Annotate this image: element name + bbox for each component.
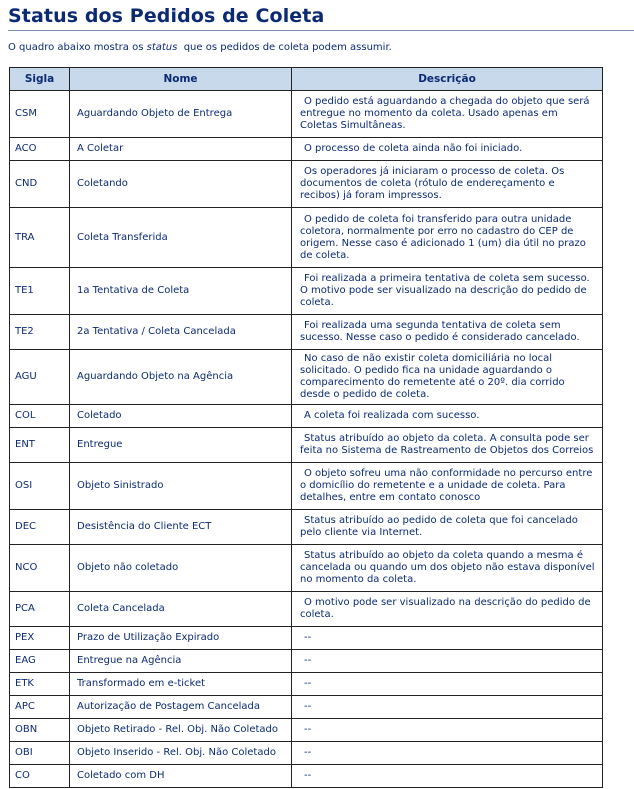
intro-text-start: O quadro abaixo mostra os: [8, 42, 147, 53]
cell-nome: Objeto Retirado - Rel. Obj. Não Coletado: [70, 719, 292, 742]
cell-descricao: Status atribuído ao objeto da coleta quando a mesma é cancelada ou quando um dos objeto não estava disponível no momento da coleta.: [292, 545, 603, 592]
cell-nome: Autorização de Postagem Cancelada: [70, 696, 292, 719]
table-row: [10, 696, 603, 719]
cell-nome: Coletando: [70, 161, 292, 208]
cell-descricao: No caso de não existir coleta domiciliária no local solicitado. O pedido fica na unidade aguardando o comparecimento do remetente até o 20º. dia corrido desde o pedido de coleta.: [292, 350, 603, 405]
cell-nome: Aguardando Objeto na Agência: [70, 350, 292, 405]
cell-nome: A Coletar: [70, 138, 292, 161]
cell-sigla: OBI: [10, 742, 70, 765]
table-row: [10, 315, 603, 350]
table-row: [10, 627, 603, 650]
header-descricao: Descrição: [292, 68, 603, 91]
table-row: [10, 765, 603, 788]
cell-nome: Entregue na Agência: [70, 650, 292, 673]
cell-nome: Entregue: [70, 428, 292, 463]
cell-descricao: --: [292, 719, 603, 742]
cell-nome: 1a Tentativa de Coleta: [70, 268, 292, 315]
table-row: [10, 138, 603, 161]
table-row: [10, 742, 603, 765]
cell-nome: Objeto não coletado: [70, 545, 292, 592]
cell-sigla: DEC: [10, 510, 70, 545]
cell-descricao: --: [292, 627, 603, 650]
intro-text: [8, 42, 392, 53]
cell-nome: Prazo de Utilização Expirado: [70, 627, 292, 650]
table-row: [10, 268, 603, 315]
cell-sigla: TRA: [10, 208, 70, 268]
table-row: [10, 673, 603, 696]
table-row: [10, 91, 603, 138]
cell-descricao: O pedido de coleta foi transferido para outra unidade coletora, normalmente por erro no cadastro do CEP de origem. Nesse caso é adicionado 1 (um) dia útil no prazo de coleta.: [292, 208, 603, 268]
cell-sigla: OBN: [10, 719, 70, 742]
table-row: [10, 405, 603, 428]
cell-sigla: CO: [10, 765, 70, 788]
page-title: Status dos Pedidos de Coleta: [8, 5, 325, 27]
cell-sigla: NCO: [10, 545, 70, 592]
table-row: [10, 350, 603, 405]
table-body: [10, 91, 603, 788]
cell-nome: Coletado com DH: [70, 765, 292, 788]
cell-nome: Coletado: [70, 405, 292, 428]
status-table: [9, 67, 603, 788]
cell-descricao: Os operadores já iniciaram o processo de coleta. Os documentos de coleta (rótulo de endereçamento e recibos) já foram impressos.: [292, 161, 603, 208]
cell-sigla: COL: [10, 405, 70, 428]
cell-descricao: Status atribuído ao pedido de coleta que foi cancelado pelo cliente via Internet.: [292, 510, 603, 545]
cell-descricao: Foi realizada a primeira tentativa de coleta sem sucesso. O motivo pode ser visualizado na descrição do pedido de coleta.: [292, 268, 603, 315]
table-row: [10, 208, 603, 268]
cell-sigla: TE1: [10, 268, 70, 315]
table-row: [10, 428, 603, 463]
cell-sigla: PCA: [10, 592, 70, 627]
cell-descricao: Status atribuído ao objeto da coleta. A consulta pode ser feita no Sistema de Rastreamento de Objetos dos Correios: [292, 428, 603, 463]
cell-nome: 2a Tentativa / Coleta Cancelada: [70, 315, 292, 350]
cell-sigla: TE2: [10, 315, 70, 350]
cell-sigla: CSM: [10, 91, 70, 138]
table-row: [10, 545, 603, 592]
header-sigla: Sigla: [10, 68, 70, 91]
table-row: [10, 161, 603, 208]
cell-sigla: CND: [10, 161, 70, 208]
cell-sigla: ACO: [10, 138, 70, 161]
cell-sigla: AGU: [10, 350, 70, 405]
cell-descricao: Foi realizada uma segunda tentativa de coleta sem sucesso. Nesse caso o pedido é considerado cancelado.: [292, 315, 603, 350]
table-row: [10, 719, 603, 742]
table-row: [10, 463, 603, 510]
cell-descricao: O pedido está aguardando a chegada do objeto que será entregue no momento da coleta. Usado apenas em Coletas Simultâneas.: [292, 91, 603, 138]
table-row: [10, 510, 603, 545]
cell-nome: Coleta Transferida: [70, 208, 292, 268]
cell-descricao: A coleta foi realizada com sucesso.: [292, 405, 603, 428]
cell-sigla: PEX: [10, 627, 70, 650]
cell-descricao: --: [292, 742, 603, 765]
intro-text-end: que os pedidos de coleta podem assumir.: [177, 42, 392, 53]
intro-text-emphasis: status: [146, 42, 178, 53]
cell-nome: Aguardando Objeto de Entrega: [70, 91, 292, 138]
title-divider: [8, 30, 634, 31]
cell-descricao: --: [292, 673, 603, 696]
cell-sigla: EAG: [10, 650, 70, 673]
table-row: [10, 650, 603, 673]
table-header-row: [10, 68, 603, 91]
cell-descricao: O processo de coleta ainda não foi iniciado.: [292, 138, 603, 161]
cell-sigla: ENT: [10, 428, 70, 463]
cell-descricao: O motivo pode ser visualizado na descrição do pedido de coleta.: [292, 592, 603, 627]
cell-nome: Transformado em e-ticket: [70, 673, 292, 696]
cell-descricao: --: [292, 650, 603, 673]
cell-nome: Objeto Inserido - Rel. Obj. Não Coletado: [70, 742, 292, 765]
cell-descricao: --: [292, 765, 603, 788]
header-nome: Nome: [70, 68, 292, 91]
cell-sigla: APC: [10, 696, 70, 719]
cell-nome: Desistência do Cliente ECT: [70, 510, 292, 545]
cell-descricao: --: [292, 696, 603, 719]
table-row: [10, 592, 603, 627]
cell-sigla: OSI: [10, 463, 70, 510]
cell-nome: Coleta Cancelada: [70, 592, 292, 627]
cell-nome: Objeto Sinistrado: [70, 463, 292, 510]
cell-sigla: ETK: [10, 673, 70, 696]
cell-descricao: O objeto sofreu uma não conformidade no percurso entre o domicílio do remetente e a unidade de coleta. Para detalhes, entre em contato conosco: [292, 463, 603, 510]
